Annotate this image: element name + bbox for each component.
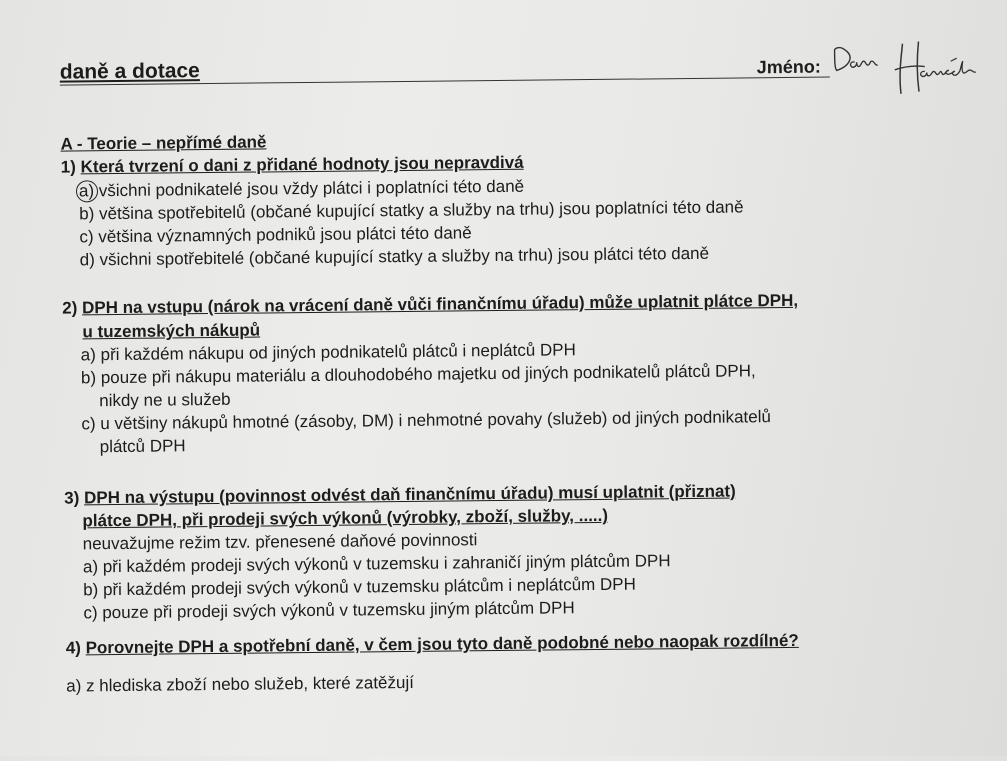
question-number: 2) [62,298,78,318]
question-3 [64,482,736,509]
question-number: 3) [64,488,80,508]
question-4 [66,631,799,659]
question-text: Která tvrzení o dani z přidané hodnoty jsou nepravdivá [80,152,524,177]
question-2-line-2 [82,321,260,343]
question-number: 4) [65,638,82,658]
question-text: Porovnejte DPH a spotřební daně, v čem jsou tyto daně podobné nebo naopak rozdílné? [85,630,799,658]
q3-note: neuvažujme režim tzv. přenesené daňové povinnosti [82,530,478,554]
q2-option-c: c) u většiny nákupů hmotné (zásoby, DM) i nehmotné povahy (služeb) od jiných podnikatelů [81,407,771,434]
q2-option-b-continued: nikdy ne u služeb [99,389,231,411]
q1-option-d: d) všichni spotřebitelé (občané kupující statky a služby na trhu) jsou plátci této daně [79,243,710,270]
question-text-line-2: u tuzemských nákupů [82,320,261,342]
question-2 [62,291,798,319]
question-text-line-1: DPH na výstupu (povinnost odvést daň finančnímu úřadu) musí uplatnit (přiznat) [83,481,736,508]
question-number: 1) [60,157,76,177]
page-title: daně a dotace [59,59,200,84]
q1-option-b: b) většina spotřebitelů (občané kupující statky a služby na trhu) jsou poplatníci této daně [79,197,744,224]
handwritten-signature [828,35,1007,97]
q4-option-a: a) z hlediska zboží nebo služeb, které zatěžují [66,672,415,696]
q3-option-c: c) pouze při prodeji svých výkonů v tuzemsku jiným plátcům DPH [83,598,575,623]
q2-option-c-continued: plátců DPH [99,436,186,457]
name-label: Jméno: [756,56,821,78]
q1-option-a: a) všichni podnikatelé jsou vždy plátci i poplatníci této daně [78,176,525,201]
question-text-line-1: DPH na vstupu (nárok na vrácení daně vůči finančnímu úřadu) může uplatnit plátce DPH, [81,290,799,318]
section-title: A - Teorie – nepřímé daně [60,132,267,154]
q3-option-a: a) při každém prodeji svých výkonů v tuzemsku i zahraničí jiným plátcům DPH [82,551,671,577]
q2-option-a: a) při každém nákupu od jiných podnikatelů plátců i neplátců DPH [80,340,576,365]
question-1 [61,153,524,178]
question-text-line-2: plátce DPH, při prodeji svých výkonů (výrobky, zboží, služby, .....) [82,505,609,531]
q2-option-b: b) pouze při nákupu materiálu a dlouhodobého majetku od jiných podnikatelů plátců DPH, [80,361,756,388]
question-3-line-2 [82,506,608,532]
q1-option-c: c) většina významných podniků jsou plátci této daně [79,223,472,247]
q3-option-b: b) při každém prodeji svých výkonů v tuzemsku plátcům i neplátcům DPH [83,574,636,600]
